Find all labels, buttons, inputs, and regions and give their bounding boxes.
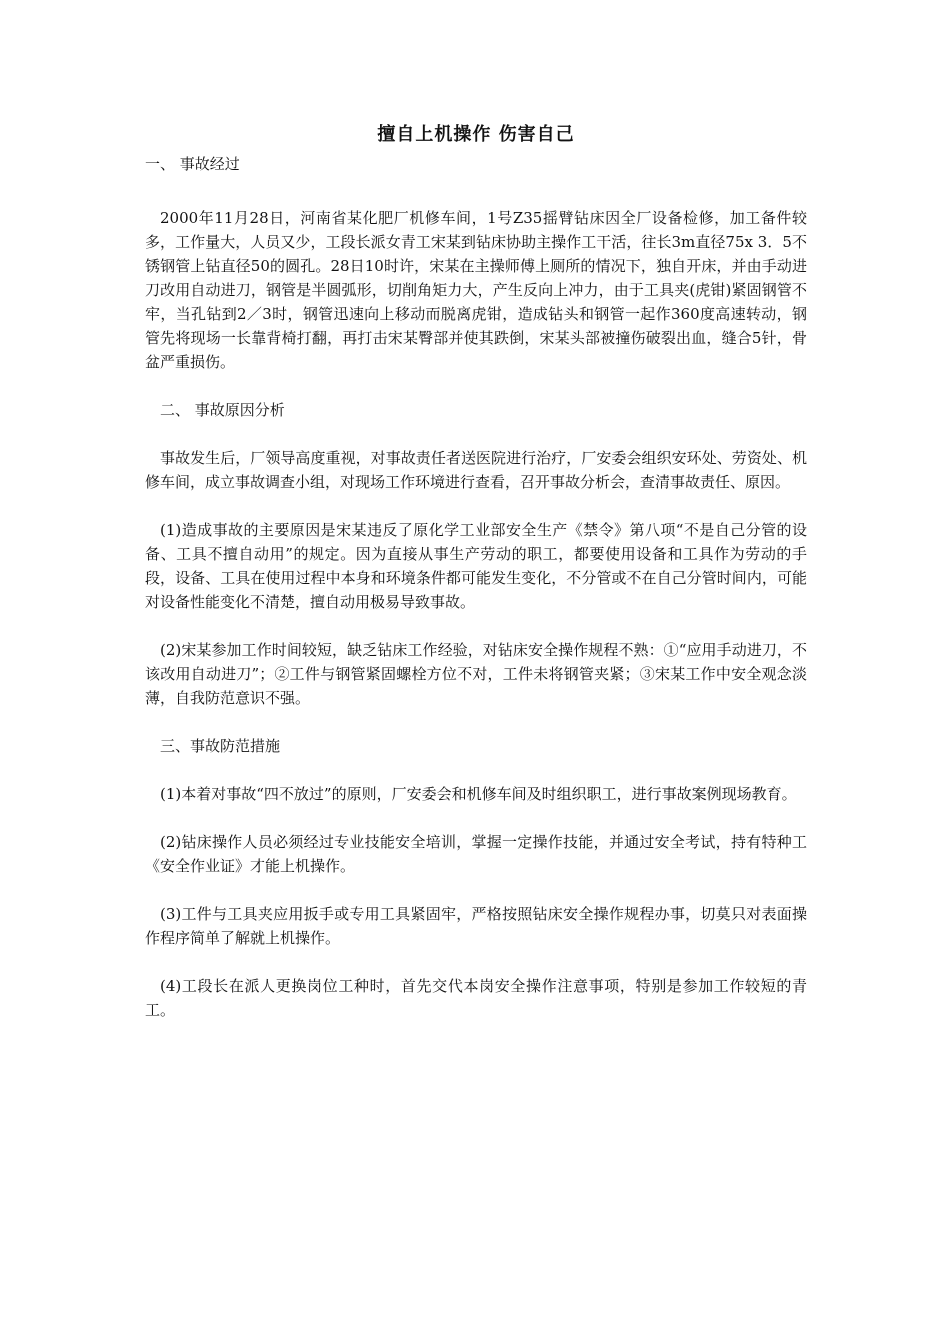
spacer [145,494,807,518]
spacer [145,710,807,734]
paragraph-cause-2: (2)宋某参加工作时间较短，缺乏钻床工作经验，对钻床安全操作规程不熟：①“应用手动进刀，不该改用自动进刀”；②工件与钢管紧固螺栓方位不对，工件未将钢管夹紧；③宋某工作中安全观念淡薄，自我防范意识不强。 [145,641,807,707]
section-heading-prevention: 三、事故防范措施 [160,737,281,755]
spacer [145,806,807,830]
spacer [145,422,807,446]
spacer [145,758,807,782]
spacer [145,950,807,974]
document-title: 擅自上机操作 伤害自己 [377,124,575,145]
spacer [145,614,807,638]
spacer [145,176,807,206]
paragraph-measure-1: (1)本着对事故“四不放过”的原则，厂安委会和机修车间及时组织职工，进行事故案例现场教育。 [160,785,797,803]
paragraph-cause-1: (1)造成事故的主要原因是宋某违反了原化学工业部安全生产《禁令》第八项“不是自己分管的设备、工具不擅自动用”的规定。因为直接从事生产劳动的职工，都要使用设备和工具作为劳动的手段，设备、工具在使用过程中本身和环境条件都可能发生变化，不分管或不在自己分管时间内，可能对设备性能变化不清楚，擅自动用极易导致事故。 [145,521,807,611]
spacer [145,878,807,902]
paragraph-measure-3: (3)工件与工具夹应用扳手或专用工具紧固牢，严格按照钻床安全操作规程办事，切莫只对表面操作程序简单了解就上机操作。 [145,905,807,947]
spacer [145,374,807,398]
paragraph-measure-2: (2)钻床操作人员必须经过专业技能安全培训，掌握一定操作技能，并通过安全考试，持有特种工《安全作业证》才能上机操作。 [145,833,807,875]
paragraph-measure-4: (4)工段长在派人更换岗位工种时，首先交代本岗安全操作注意事项，特别是参加工作较短的青工。 [145,977,807,1019]
section-heading-accident-process: 一、 事故经过 [145,155,240,173]
section-heading-cause-analysis: 二、 事故原因分析 [160,401,285,419]
document-page [145,122,807,1022]
paragraph-accident-process: 2000年11月28日，河南省某化肥厂机修车间，1号Z35摇臂钻床因全厂设备检修，加工备件较多，工作量大，人员又少，工段长派女青工宋某到钻床协助主操作工干活，往长3m直径75x 3．5不锈钢管上钻直径50的圆孔。28日10时许，宋某在主操师傅上厕所的情况下，独自开床，并由手动进刀改用自动进刀，钢管是半圆弧形，切削角矩力大，产生反向上冲力，由于工具夹(虎钳)紧固钢管不牢，当孔钻到2／3时，钢管迅速向上移动而脱离虎钳，造成钻头和钢管一起作360度高速转动，钢管先将现场一长靠背椅打翻，再打击宋某臀部并使其跌倒，宋某头部被撞伤破裂出血，缝合5针，骨盆严重损伤。 [145,209,807,371]
paragraph-cause-intro: 事故发生后，厂领导高度重视，对事故责任者送医院进行治疗，厂安委会组织安环处、劳资处、机修车间，成立事故调查小组，对现场工作环境进行查看，召开事故分析会，查清事故责任、原因。 [145,449,807,491]
